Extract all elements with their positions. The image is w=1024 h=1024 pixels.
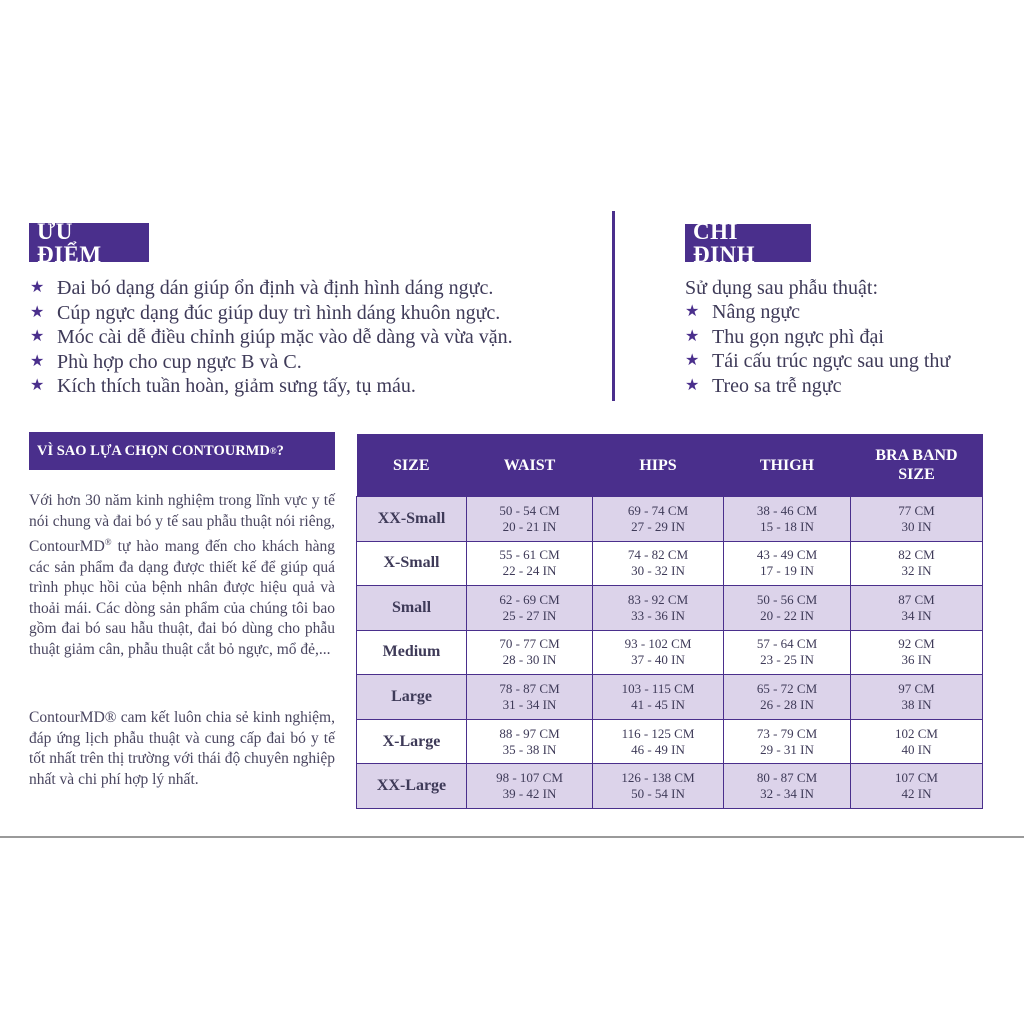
measure-cell: 97 CM 38 IN: [851, 675, 983, 720]
size-cell: X-Large: [357, 719, 467, 764]
measure-cell: 98 - 107 CM 39 - 42 IN: [467, 764, 593, 809]
size-chart-table: [356, 434, 983, 809]
measure-cell: 83 - 92 CM 33 - 36 IN: [593, 586, 724, 631]
table-row: [357, 541, 983, 586]
list-item: ★ Tái cấu trúc ngực sau ung thư: [685, 350, 951, 372]
measure-cell: 93 - 102 CM 37 - 40 IN: [593, 630, 724, 675]
measure-cell: 107 CM 42 IN: [851, 764, 983, 809]
measure-cell: 73 - 79 CM 29 - 31 IN: [724, 719, 851, 764]
size-cell: Large: [357, 675, 467, 720]
measure-cell: 126 - 138 CM 50 - 54 IN: [593, 764, 724, 809]
star-icon: ★: [30, 303, 45, 321]
measure-cell: 57 - 64 CM 23 - 25 IN: [724, 630, 851, 675]
star-icon: ★: [685, 327, 700, 345]
table-row: [357, 764, 983, 809]
measure-cell: 43 - 49 CM 17 - 19 IN: [724, 541, 851, 586]
advantages-heading: ƯU ĐIỂM: [29, 223, 149, 262]
indications-list: [685, 300, 950, 398]
size-cell: XX-Small: [357, 497, 467, 542]
indications-heading: CHỈ ĐỊNH: [685, 224, 811, 262]
measure-cell: 103 - 115 CM 41 - 45 IN: [593, 675, 724, 720]
star-icon: ★: [685, 303, 700, 320]
header-hips: HIPS: [593, 434, 724, 497]
measure-cell: 116 - 125 CM 46 - 49 IN: [593, 719, 724, 764]
bottom-rule: [0, 836, 1024, 838]
measure-cell: 50 - 56 CM 20 - 22 IN: [724, 586, 851, 631]
indications-intro: Sử dụng sau phẫu thuật:: [685, 277, 879, 299]
measure-cell: 102 CM 40 IN: [851, 719, 983, 764]
measure-cell: 55 - 61 CM 22 - 24 IN: [467, 541, 593, 586]
star-icon: ★: [685, 376, 700, 394]
measure-cell: 38 - 46 CM 15 - 18 IN: [724, 497, 851, 542]
measure-cell: 92 CM 36 IN: [851, 630, 983, 675]
list-item: ★ Móc cài dễ điều chỉnh giúp mặc vào dễ dàng và vừa vặn.: [30, 326, 513, 348]
measure-cell: 87 CM 34 IN: [851, 586, 983, 631]
header-waist: WAIST: [467, 434, 593, 497]
measure-cell: 88 - 97 CM 35 - 38 IN: [467, 719, 593, 764]
table-row: [357, 630, 983, 675]
measure-cell: 74 - 82 CM 30 - 32 IN: [593, 541, 724, 586]
list-item: ★ Treo sa trễ ngực: [685, 374, 842, 397]
size-cell: XX-Large: [357, 764, 467, 809]
size-cell: Small: [357, 586, 467, 631]
why-paragraph-1: Với hơn 30 năm kinh nghiệm trong lĩnh vực y tế nói chung và đai bó y tế sau phẫu thuật nói riêng, ContourMD® tự hào mang đến cho khách hàng các sản phẩm đa dạng được thiết kế để giúp quá trình phục hồi của bệnh nhân được hiệu quả và thoải mái. Các dòng sản phẩm của chúng tôi bao gồm đai bó sau hẫu thuật, đai bó dùng cho phẫu thuật giảm cân, phẫu thuật cắt bỏ ngực, mổ đẻ,...: [29, 492, 335, 658]
star-icon: ★: [30, 377, 45, 394]
measure-cell: 50 - 54 CM 20 - 21 IN: [467, 497, 593, 542]
star-icon: ★: [30, 279, 45, 296]
list-item: ★ Đai bó dạng dán giúp ổn định và định hình dáng ngực.: [30, 277, 494, 299]
star-icon: ★: [685, 352, 700, 369]
table-row: [357, 719, 983, 764]
measure-cell: 77 CM 30 IN: [851, 497, 983, 542]
star-icon: ★: [30, 352, 45, 370]
measure-cell: 62 - 69 CM 25 - 27 IN: [467, 586, 593, 631]
measure-cell: 78 - 87 CM 31 - 34 IN: [467, 675, 593, 720]
table-header-row: [357, 434, 983, 497]
table-row: [357, 497, 983, 542]
measure-cell: 69 - 74 CM 27 - 29 IN: [593, 497, 724, 542]
measure-cell: 82 CM 32 IN: [851, 541, 983, 586]
list-item: ★ Nâng ngực: [685, 301, 801, 323]
list-item: ★ Cúp ngực dạng đúc giúp duy trì hình dáng khuôn ngực.: [30, 301, 501, 324]
list-item: ★ Thu gọn ngực phì đại: [685, 325, 884, 348]
advantages-list: [30, 276, 513, 399]
measure-cell: 80 - 87 CM 32 - 34 IN: [724, 764, 851, 809]
table-row: [357, 586, 983, 631]
table-row: [357, 675, 983, 720]
size-cell: X-Small: [357, 541, 467, 586]
list-item: ★ Phù hợp cho cup ngực B và C.: [30, 350, 302, 373]
header-bra-band-size: BRA BAND SIZE: [851, 434, 983, 497]
why-choose-heading: VÌ SAO LỰA CHỌN CONTOURMD ® ?: [29, 432, 335, 470]
header-thigh: THIGH: [724, 434, 851, 497]
measure-cell: 70 - 77 CM 28 - 30 IN: [467, 630, 593, 675]
header-size: SIZE: [357, 434, 467, 497]
star-icon: ★: [30, 328, 45, 345]
why-paragraph-2: ContourMD® cam kết luôn chia sẻ kinh nghiệm, đáp ứng lịch phẫu thuật và cung cấp đai bó y tế tốt nhất trên thị trường với thái độ chuyên nghiệp nhất và chi phí hợp lý nhất.: [29, 709, 335, 788]
list-item: ★ Kích thích tuần hoàn, giảm sưng tấy, tụ máu.: [30, 375, 416, 397]
measure-cell: 65 - 72 CM 26 - 28 IN: [724, 675, 851, 720]
vertical-divider: [612, 211, 615, 401]
size-cell: Medium: [357, 630, 467, 675]
